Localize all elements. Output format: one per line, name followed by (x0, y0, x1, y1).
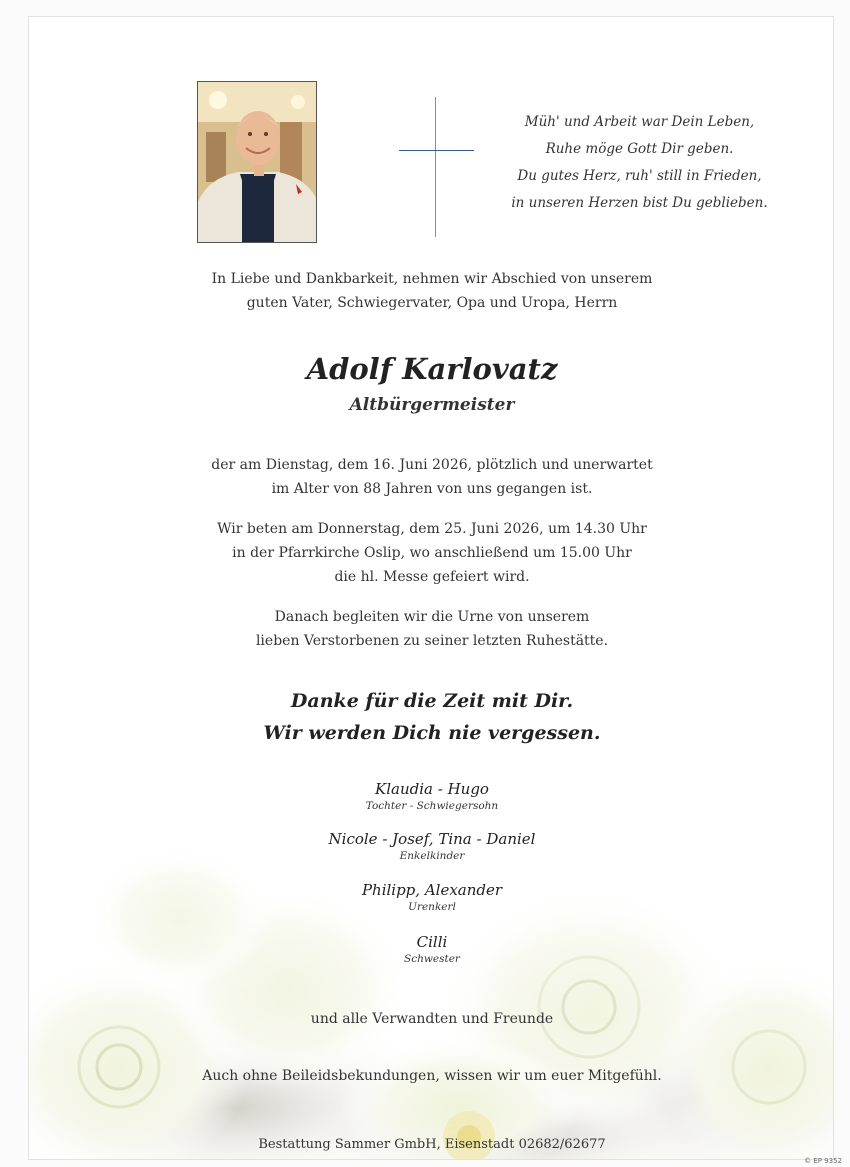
poem-line: Ruhe möge Gott Dir geben. (545, 141, 734, 157)
intro-line: In Liebe und Dankbarkeit, nehmen wir Abschied von unserem (211, 271, 653, 287)
intro-text (29, 267, 834, 315)
family-names: Nicole - Josef, Tina - Daniel (328, 830, 536, 848)
family-relation: Urenkerl (408, 901, 456, 913)
poem-line: Müh' und Arbeit war Dein Leben, (524, 114, 755, 130)
card-code: © EP 9352 (804, 1157, 842, 1165)
service-line: in der Pfarrkirche Oslip, wo anschließend um 15.00 Uhr (232, 545, 632, 561)
service-details (29, 517, 834, 589)
intro-line: guten Vater, Schwiegervater, Opa und Uropa, Herrn (246, 295, 618, 311)
obituary-card (28, 16, 834, 1160)
service-line: die hl. Messe gefeiert wird. (334, 569, 530, 585)
death-notice-line: der am Dienstag, dem 16. Juni 2026, plötzlich und unerwartet (211, 457, 653, 473)
death-notice (29, 453, 834, 501)
burial-line: Danach begleiten wir die Urne von unserem (274, 609, 590, 625)
family-group (29, 779, 834, 813)
relatives-text: und alle Verwandten und Freunde (310, 1011, 554, 1027)
deceased-name: Adolf Karlovatz (306, 352, 558, 386)
family-names: Philipp, Alexander (361, 881, 503, 899)
thanks-text (29, 685, 834, 749)
family-group (29, 880, 834, 914)
funeral-home: Bestattung Sammer GmbH, Eisenstadt 02682/62677 (258, 1137, 606, 1152)
family-relation: Enkelkinder (399, 850, 465, 862)
family-names: Cilli (416, 933, 448, 951)
family-group (29, 932, 834, 966)
portrait-photo (197, 81, 317, 243)
family-names: Klaudia - Hugo (375, 780, 489, 798)
burial-text (29, 605, 834, 653)
family-relation: Tochter - Schwiegersohn (365, 800, 499, 812)
service-line: Wir beten am Donnerstag, dem 25. Juni 2026, um 14.30 Uhr (217, 521, 647, 537)
poem-line: in unseren Herzen bist Du geblieben. (511, 195, 768, 211)
portrait-image (198, 82, 317, 243)
deceased-title: Altbürgermeister (349, 395, 515, 415)
burial-line: lieben Verstorbenen zu seiner letzten Ruhestätte. (255, 633, 609, 649)
family-group (29, 829, 834, 863)
cross-icon-vertical (435, 97, 436, 237)
poem (477, 109, 802, 217)
thanks-line: Danke für die Zeit mit Dir. (290, 690, 574, 712)
cross-icon-horizontal (399, 150, 474, 151)
family-relation: Schwester (404, 953, 460, 965)
poem-line: Du gutes Herz, ruh' still in Frieden, (517, 168, 762, 184)
thanks-line: Wir werden Dich nie vergessen. (263, 722, 601, 744)
condolence-note: Auch ohne Beileidsbekundungen, wissen wir um euer Mitgefühl. (202, 1068, 662, 1084)
death-notice-line: im Alter von 88 Jahren von uns gegangen ist. (271, 481, 593, 497)
